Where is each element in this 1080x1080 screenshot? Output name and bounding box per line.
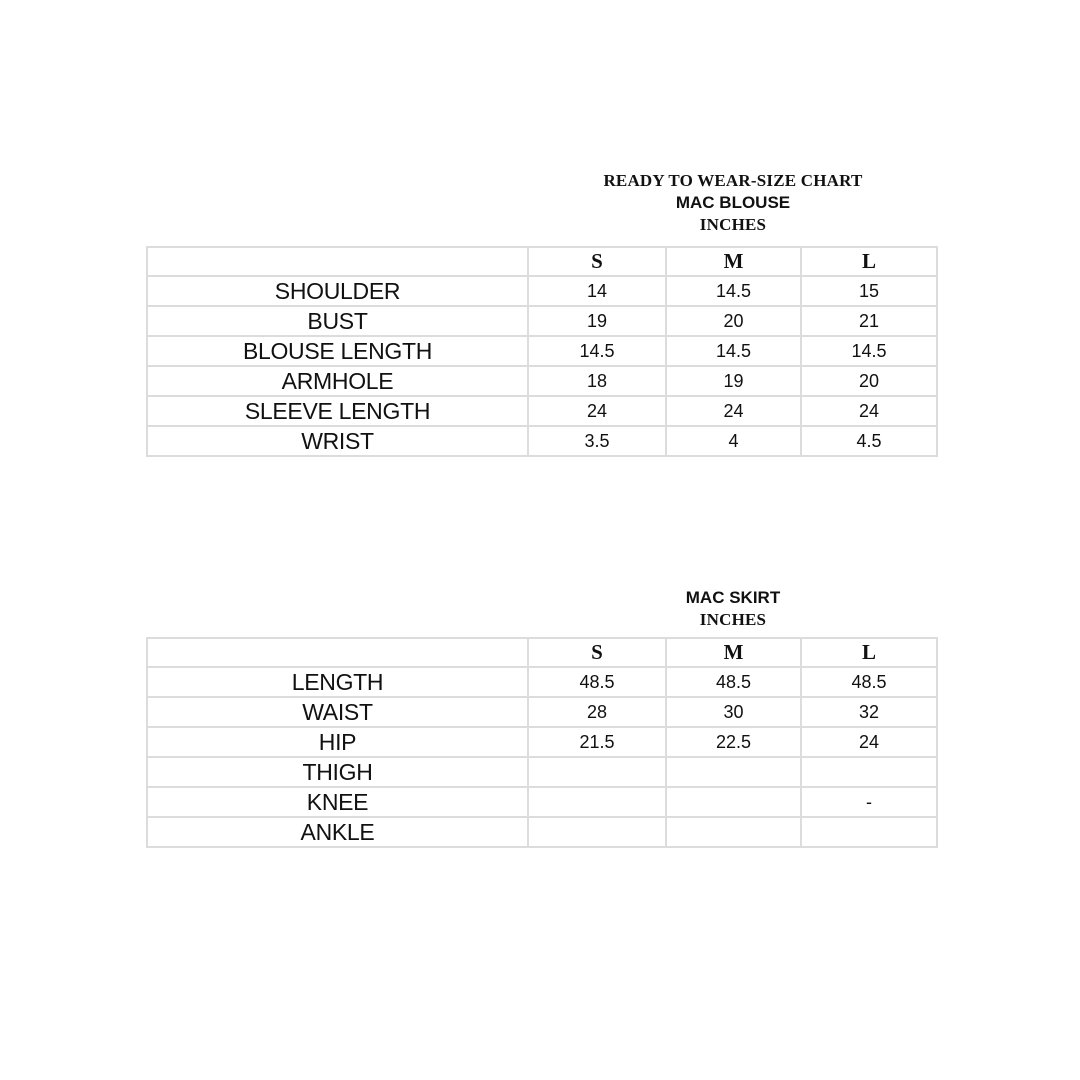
cell-value: 48.5 <box>801 667 937 697</box>
table-row <box>147 306 937 336</box>
blouse-header-row <box>147 247 937 276</box>
row-label: WAIST <box>147 697 528 727</box>
skirt-size-m-header: M <box>666 638 801 667</box>
cell-value: 4 <box>666 426 801 456</box>
cell-value: 14.5 <box>801 336 937 366</box>
skirt-size-s-header: S <box>528 638 666 667</box>
row-label: ARMHOLE <box>147 366 528 396</box>
skirt-product-name: MAC SKIRT <box>685 588 781 607</box>
cell-value <box>528 817 666 847</box>
chart-title: READY TO WEAR-SIZE CHART <box>603 171 863 190</box>
row-label: LENGTH <box>147 667 528 697</box>
blouse-size-table <box>146 246 938 457</box>
blouse-size-l-header: L <box>801 247 937 276</box>
cell-value: 3.5 <box>528 426 666 456</box>
row-label: BLOUSE LENGTH <box>147 336 528 366</box>
row-label: WRIST <box>147 426 528 456</box>
cell-value: 30 <box>666 697 801 727</box>
row-label: THIGH <box>147 757 528 787</box>
cell-value: - <box>801 787 937 817</box>
table-row <box>147 697 937 727</box>
table-row <box>147 817 937 847</box>
cell-value: 4.5 <box>801 426 937 456</box>
skirt-unit-label: INCHES <box>699 610 767 629</box>
table-row <box>147 426 937 456</box>
cell-value: 14.5 <box>666 276 801 306</box>
table-row <box>147 787 937 817</box>
table-row <box>147 276 937 306</box>
skirt-header-blank-cell <box>147 638 528 667</box>
table-row <box>147 727 937 757</box>
cell-value <box>666 817 801 847</box>
row-label: SLEEVE LENGTH <box>147 396 528 426</box>
table-row <box>147 366 937 396</box>
cell-value: 22.5 <box>666 727 801 757</box>
cell-value: 28 <box>528 697 666 727</box>
cell-value: 19 <box>528 306 666 336</box>
blouse-product-name: MAC BLOUSE <box>675 193 791 212</box>
skirt-size-table <box>146 637 938 848</box>
row-label: SHOULDER <box>147 276 528 306</box>
cell-value: 32 <box>801 697 937 727</box>
row-label: ANKLE <box>147 817 528 847</box>
row-label: BUST <box>147 306 528 336</box>
cell-value: 48.5 <box>666 667 801 697</box>
cell-value: 24 <box>801 727 937 757</box>
skirt-heading <box>529 587 937 631</box>
cell-value <box>801 817 937 847</box>
table-row <box>147 336 937 366</box>
cell-value: 15 <box>801 276 937 306</box>
cell-value: 14.5 <box>666 336 801 366</box>
cell-value: 21.5 <box>528 727 666 757</box>
cell-value: 48.5 <box>528 667 666 697</box>
cell-value: 18 <box>528 366 666 396</box>
skirt-header-row <box>147 638 937 667</box>
cell-value <box>528 787 666 817</box>
cell-value: 14.5 <box>528 336 666 366</box>
cell-value: 20 <box>666 306 801 336</box>
row-label: HIP <box>147 727 528 757</box>
table-row <box>147 667 937 697</box>
row-label: KNEE <box>147 787 528 817</box>
cell-value: 21 <box>801 306 937 336</box>
cell-value <box>801 757 937 787</box>
cell-value: 24 <box>666 396 801 426</box>
cell-value <box>528 757 666 787</box>
blouse-size-s-header: S <box>528 247 666 276</box>
table-row <box>147 396 937 426</box>
blouse-unit-label: INCHES <box>699 215 767 234</box>
cell-value: 24 <box>801 396 937 426</box>
cell-value <box>666 787 801 817</box>
blouse-header-blank-cell <box>147 247 528 276</box>
skirt-size-l-header: L <box>801 638 937 667</box>
cell-value: 20 <box>801 366 937 396</box>
table-row <box>147 757 937 787</box>
cell-value: 14 <box>528 276 666 306</box>
cell-value: 24 <box>528 396 666 426</box>
cell-value: 19 <box>666 366 801 396</box>
cell-value <box>666 757 801 787</box>
blouse-heading <box>529 170 937 236</box>
blouse-size-m-header: M <box>666 247 801 276</box>
